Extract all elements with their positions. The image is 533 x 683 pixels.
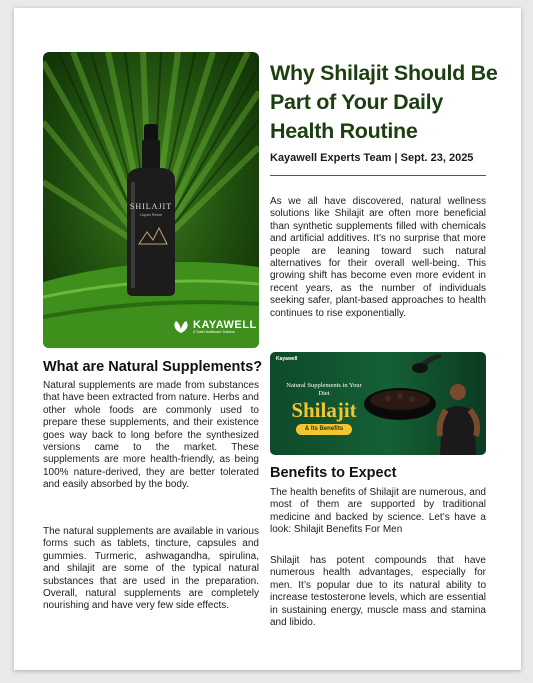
byline-divider	[270, 175, 486, 176]
section-heading-natural: What are Natural Supplements?	[43, 359, 263, 375]
banner-small-text: Natural Supplements in Your Diet	[286, 382, 362, 397]
kayawell-logo	[172, 320, 257, 334]
logo-word: KAYAWELL	[193, 319, 257, 331]
hero-image	[43, 52, 259, 348]
intro-paragraph: As we all have discovered, natural wellness solutions like Shilajit are often more beneficial than synthetic supplements filled with chemicals and artificial additives. It’s no surprise that more people are leaning toward such natural alternatives for their overall well-being. This growing shift has become even more evident in recent years, as the number of individuals seeking safer, plant-based approaches to health continues to rise exponentially.	[270, 196, 486, 319]
banner-pill: & Its Benefits	[296, 424, 352, 435]
bottle-sublabel: Liquid Resin	[139, 212, 162, 217]
logo-tagline: A Total Healthcare Solution	[193, 330, 235, 334]
bottle-label: SHILAJIT	[129, 202, 173, 211]
shilajit-banner-image	[270, 352, 486, 455]
leaf-logo-icon	[172, 320, 190, 334]
article-byline: Kayawell Experts Team | Sept. 23, 2025	[270, 152, 474, 164]
benefits-paragraph-2: Shilajit has potent compounds that have numerous health advantages, especially for men. It’s popular due to its natural ability to increase testosterone levels, which are essential in sustaining energy, muscle mass and stamina and libido.	[270, 555, 486, 629]
palm-leaf-illustration	[43, 52, 259, 348]
benefits-paragraph-1: The health benefits of Shilajit are numerous, and most of them are supported by traditional medicine and backed by science. Let’s have a look: Shilajit Benefits For Men	[270, 487, 486, 536]
banner-title: Shilajit	[291, 398, 357, 422]
banner-logo: Kayawell	[276, 356, 298, 362]
natural-paragraph-1: Natural supplements are made from substances that have been extracted from nature. Herbs and other whole foods are commonly used to prepare these supplements, and their existence goes way back to long before the synthesized versions came to the market. These supplements are more health-friendly, as being 100% nature-derived, they are better tolerated and easily absorbed by the body.	[43, 380, 259, 491]
article-title: Why Shilajit Should Be Part of Your Daily Health Routine	[270, 61, 498, 143]
natural-paragraph-2: The natural supplements are available in various forms such as tablets, tincture, capsules and gummies. Turmeric, ashwagandha, spirulina, and shilajit are some of the typical natural substances that are used in the preparation. Overall, natural supplements are completely nourishing and have very few side effects.	[43, 526, 259, 612]
section-heading-benefits: Benefits to Expect	[270, 465, 397, 481]
